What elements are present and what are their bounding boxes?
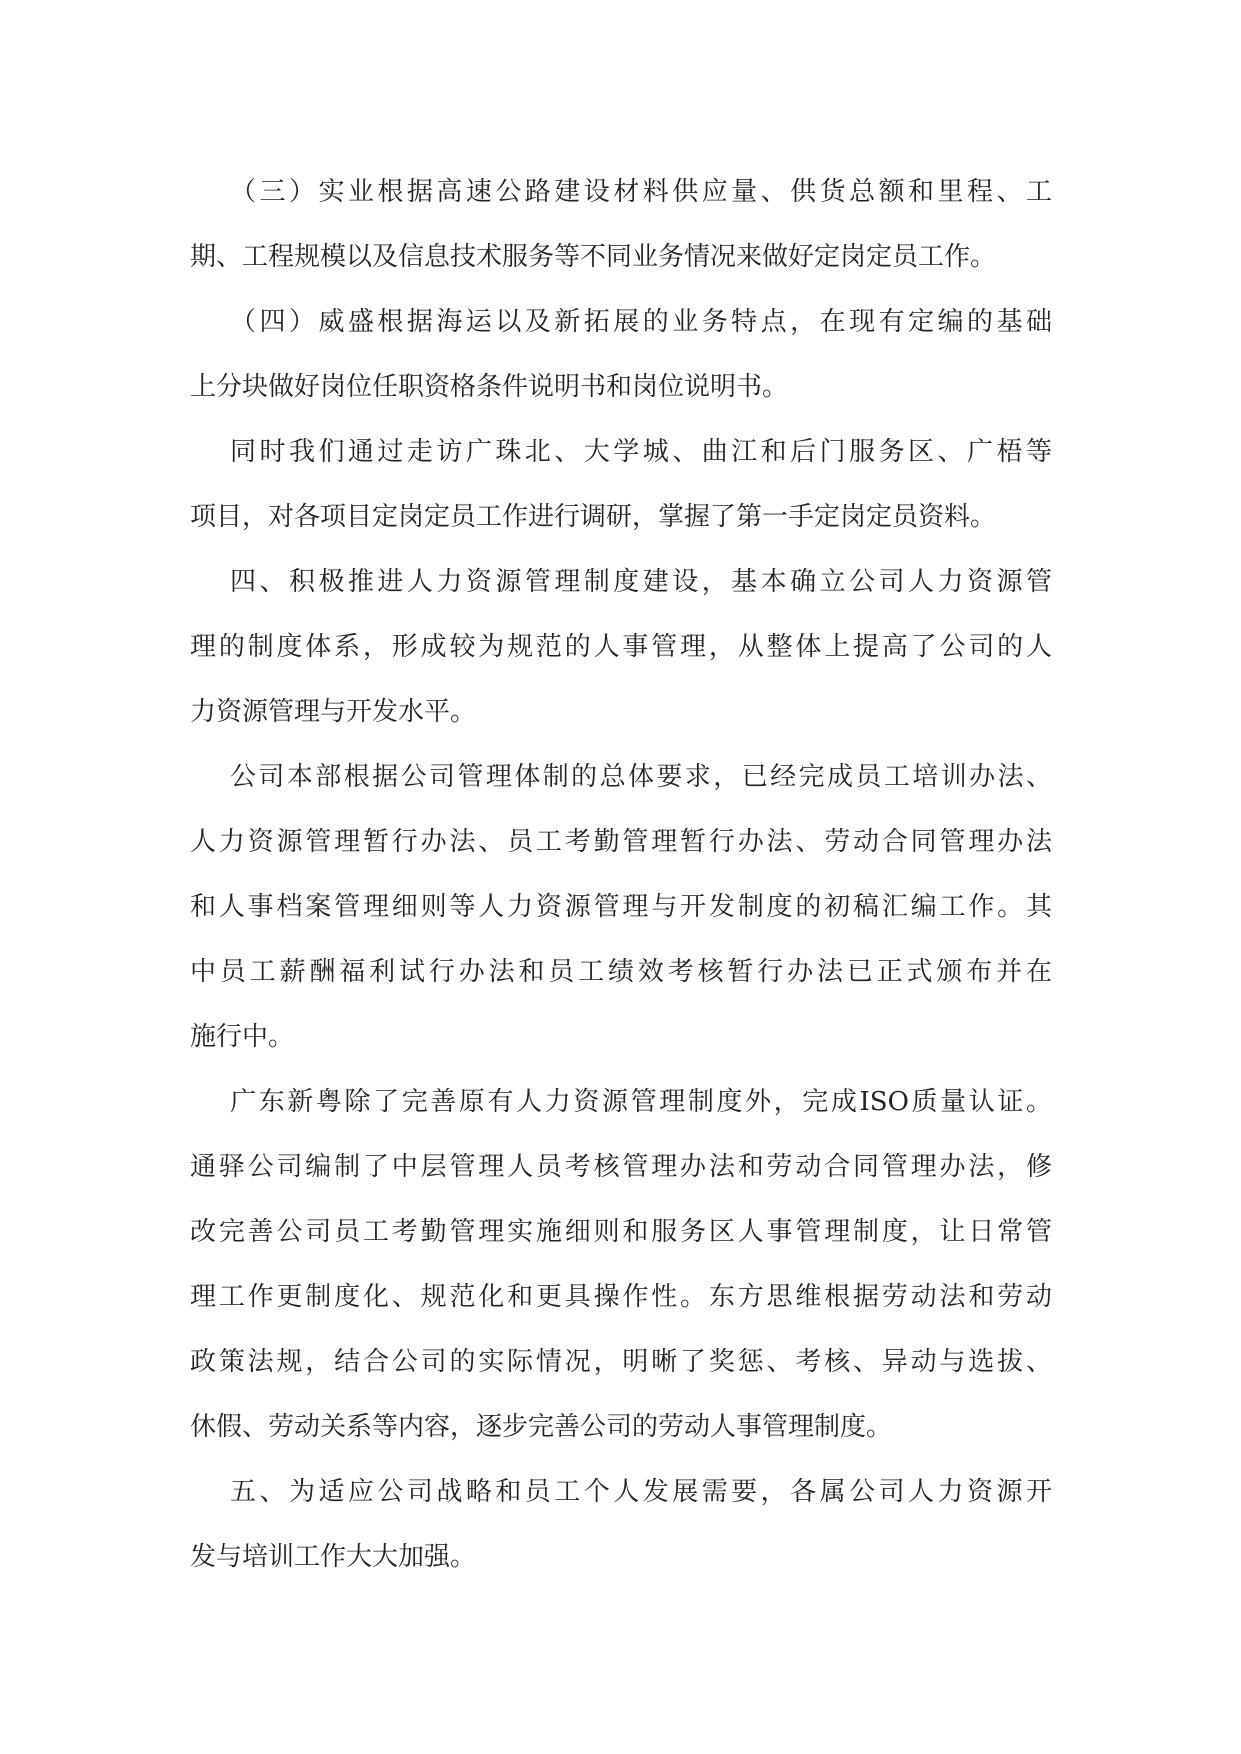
text-line: 人力资源管理暂行办法、员工考勤管理暂行办法、劳动合同管理办法	[190, 827, 1052, 857]
text-line: 广东新粤除了完善原有人力资源管理制度外，完成ISO质量认证。	[230, 1087, 1052, 1117]
text-line: 公司本部根据公司管理体制的总体要求，已经完成员工培训办法、	[230, 762, 1052, 792]
paragraph-subsidiaries	[190, 1070, 1052, 1460]
text-line: 政策法规，结合公司的实际情况，明晰了奖惩、考核、异动与选拔、	[190, 1347, 1052, 1377]
text-line: 五、为适应公司战略和员工个人发展需要，各属公司人力资源开	[230, 1477, 1052, 1507]
document-body	[190, 160, 1052, 1590]
text-line: 理的制度体系，形成较为规范的人事管理，从整体上提高了公司的人	[190, 632, 1052, 662]
paragraph-san	[190, 160, 1052, 290]
text-line: （三）实业根据高速公路建设材料供应量、供货总额和里程、工	[230, 177, 1052, 207]
text-line: 中员工薪酬福利试行办法和员工绩效考核暂行办法已正式颁布并在	[190, 957, 1052, 987]
paragraph-headquarters	[190, 745, 1052, 1070]
text-line: 休假、劳动关系等内容，逐步完善公司的劳动人事管理制度。	[190, 1412, 893, 1442]
paragraph-si	[190, 290, 1052, 420]
paragraph-section-five	[190, 1460, 1052, 1590]
text-line: 上分块做好岗位任职资格条件说明书和岗位说明书。	[190, 372, 789, 402]
text-line: 发与培训工作大大加强。	[190, 1542, 477, 1572]
text-line: 项目，对各项目定岗定员工作进行调研，掌握了第一手定岗定员资料。	[190, 502, 997, 532]
text-line: 通驿公司编制了中层管理人员考核管理办法和劳动合同管理办法，修	[190, 1152, 1052, 1182]
text-line: 和人事档案管理细则等人力资源管理与开发制度的初稿汇编工作。其	[190, 892, 1052, 922]
text-line: 同时我们通过走访广珠北、大学城、曲江和后门服务区、广梧等	[230, 437, 1052, 467]
text-line: （四）威盛根据海运以及新拓展的业务特点，在现有定编的基础	[230, 307, 1052, 337]
paragraph-section-four	[190, 550, 1052, 745]
text-line: 力资源管理与开发水平。	[190, 697, 477, 727]
text-line: 施行中。	[190, 1022, 295, 1052]
paragraph-field-visits	[190, 420, 1052, 550]
text-line: 改完善公司员工考勤管理实施细则和服务区人事管理制度，让日常管	[190, 1217, 1052, 1247]
text-line: 四、积极推进人力资源管理制度建设，基本确立公司人力资源管	[230, 567, 1052, 597]
text-line: 期、工程规模以及信息技术服务等不同业务情况来做好定岗定员工作。	[190, 242, 997, 272]
text-line: 理工作更制度化、规范化和更具操作性。东方思维根据劳动法和劳动	[190, 1282, 1052, 1312]
